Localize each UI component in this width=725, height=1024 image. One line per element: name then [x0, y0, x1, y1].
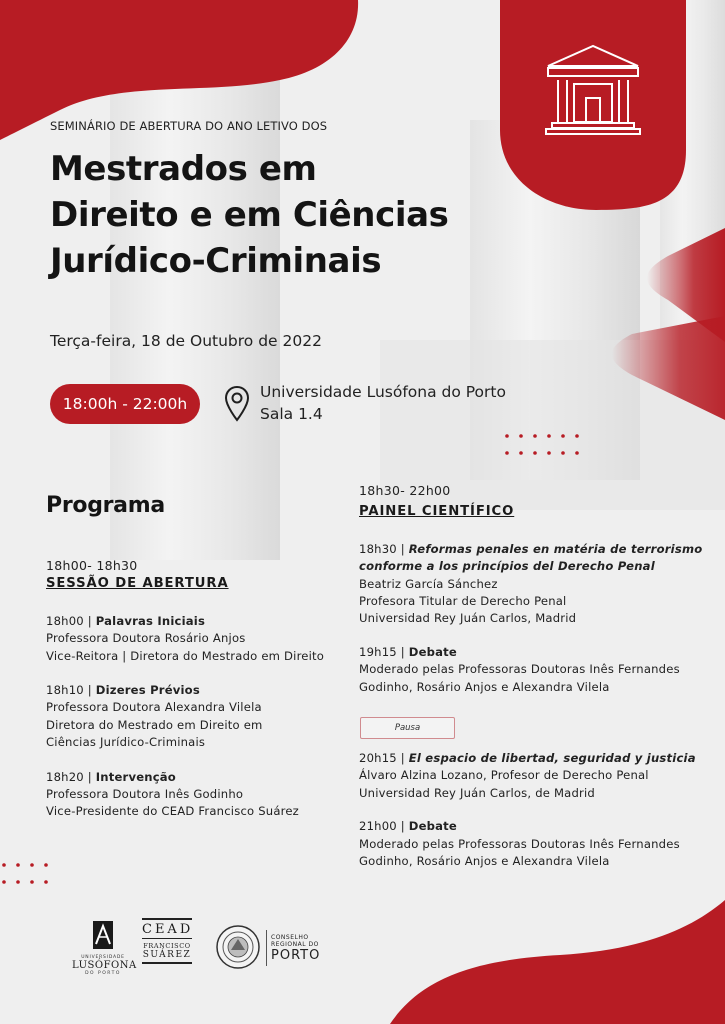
title-line-3: Jurídico-Criminais — [50, 241, 382, 281]
seminar-kicker: SEMINÁRIO DE ABERTURA DO ANO LETIVO DOS — [50, 119, 328, 133]
conselho-regional-logo: CONSELHO REGIONAL DO PORTO — [271, 934, 321, 963]
venue-name: Universidade Lusófona do Porto — [260, 383, 506, 401]
item-title: Reformas penales en matéria de terrorismo — [408, 541, 703, 556]
item-title: El espacio de libertad, seguridad y justicia — [408, 751, 696, 766]
event-date: Terça-feira, 18 de Outubro de 2022 — [50, 332, 322, 350]
left-session-title: SESSÃO DE ABERTURA — [46, 576, 229, 592]
venue — [260, 381, 506, 425]
page-title — [50, 146, 449, 284]
item-title: Intervenção — [95, 769, 176, 784]
location-pin-icon — [224, 385, 250, 423]
list-item: 18h30 | Reformas penales en matéria de terrorismo conforme a los princípios del Derecho Penal Beatriz García Sánchez Profesora Titular de Derecho Penal Universidad Rey Juán Carlos, Madrid — [359, 541, 703, 626]
list-item: 20h15 | El espacio de libertad, seguridad y justicia Álvaro Alzina Lozano, Profesor de Derecho Penal Universidad Rey Juán Carlos, de Madrid — [359, 751, 696, 800]
list-item: 18h00 | Palavras Iniciais Professora Doutora Rosário Anjos Vice-Reitora | Diretora do Mestrado em Direito — [46, 613, 325, 663]
right-session-title: PAINEL CIENTÍFICO — [359, 504, 515, 520]
list-item: 18h20 | Intervenção Professora Doutora Inês Godinho Vice-Presidente do CEAD Francisco Suárez — [46, 769, 299, 819]
program-heading: Programa — [46, 493, 165, 518]
lusofona-emblem-icon — [92, 920, 114, 950]
cead-logo: CEAD FRANCISCO SUÁREZ — [142, 918, 192, 964]
item-title: Debate — [408, 819, 457, 834]
list-item: 18h10 | Dizeres Prévios Professora Doutora Alexandra Vilela Diretora do Mestrado em Direito em Ciências Jurídico-Criminais — [46, 683, 263, 750]
opening-session — [46, 557, 324, 821]
list-item: 21h00 | Debate Moderado pelas Professoras Doutoras Inês Fernandes Godinho, Rosário Anjos e Alexandra Vilela — [359, 819, 680, 869]
title-line-1: Mestrados em — [50, 149, 317, 189]
ordem-advogados-seal-icon — [215, 924, 261, 970]
list-item: 19h15 | Debate Moderado pelas Professoras Doutoras Inês Fernandes Godinho, Rosário Anjos e Alexandra Vilela — [359, 644, 680, 694]
title-line-2: Direito e em Ciências — [50, 195, 449, 235]
lusofona-logo: UNIVERSIDADE LUSÓFONA DO PORTO — [72, 920, 134, 976]
time-badge: 18:00h - 22:00h — [50, 384, 200, 424]
left-slot-time: 18h00- 18h30 — [46, 558, 138, 573]
venue-room: Sala 1.4 — [260, 405, 323, 423]
pause-badge: Pausa — [360, 717, 455, 739]
item-title: Palavras Iniciais — [95, 613, 206, 628]
scientific-panel — [359, 482, 702, 871]
item-title: Debate — [408, 644, 457, 659]
item-title: Dizeres Prévios — [95, 683, 200, 698]
right-slot-time: 18h30- 22h00 — [359, 483, 451, 498]
